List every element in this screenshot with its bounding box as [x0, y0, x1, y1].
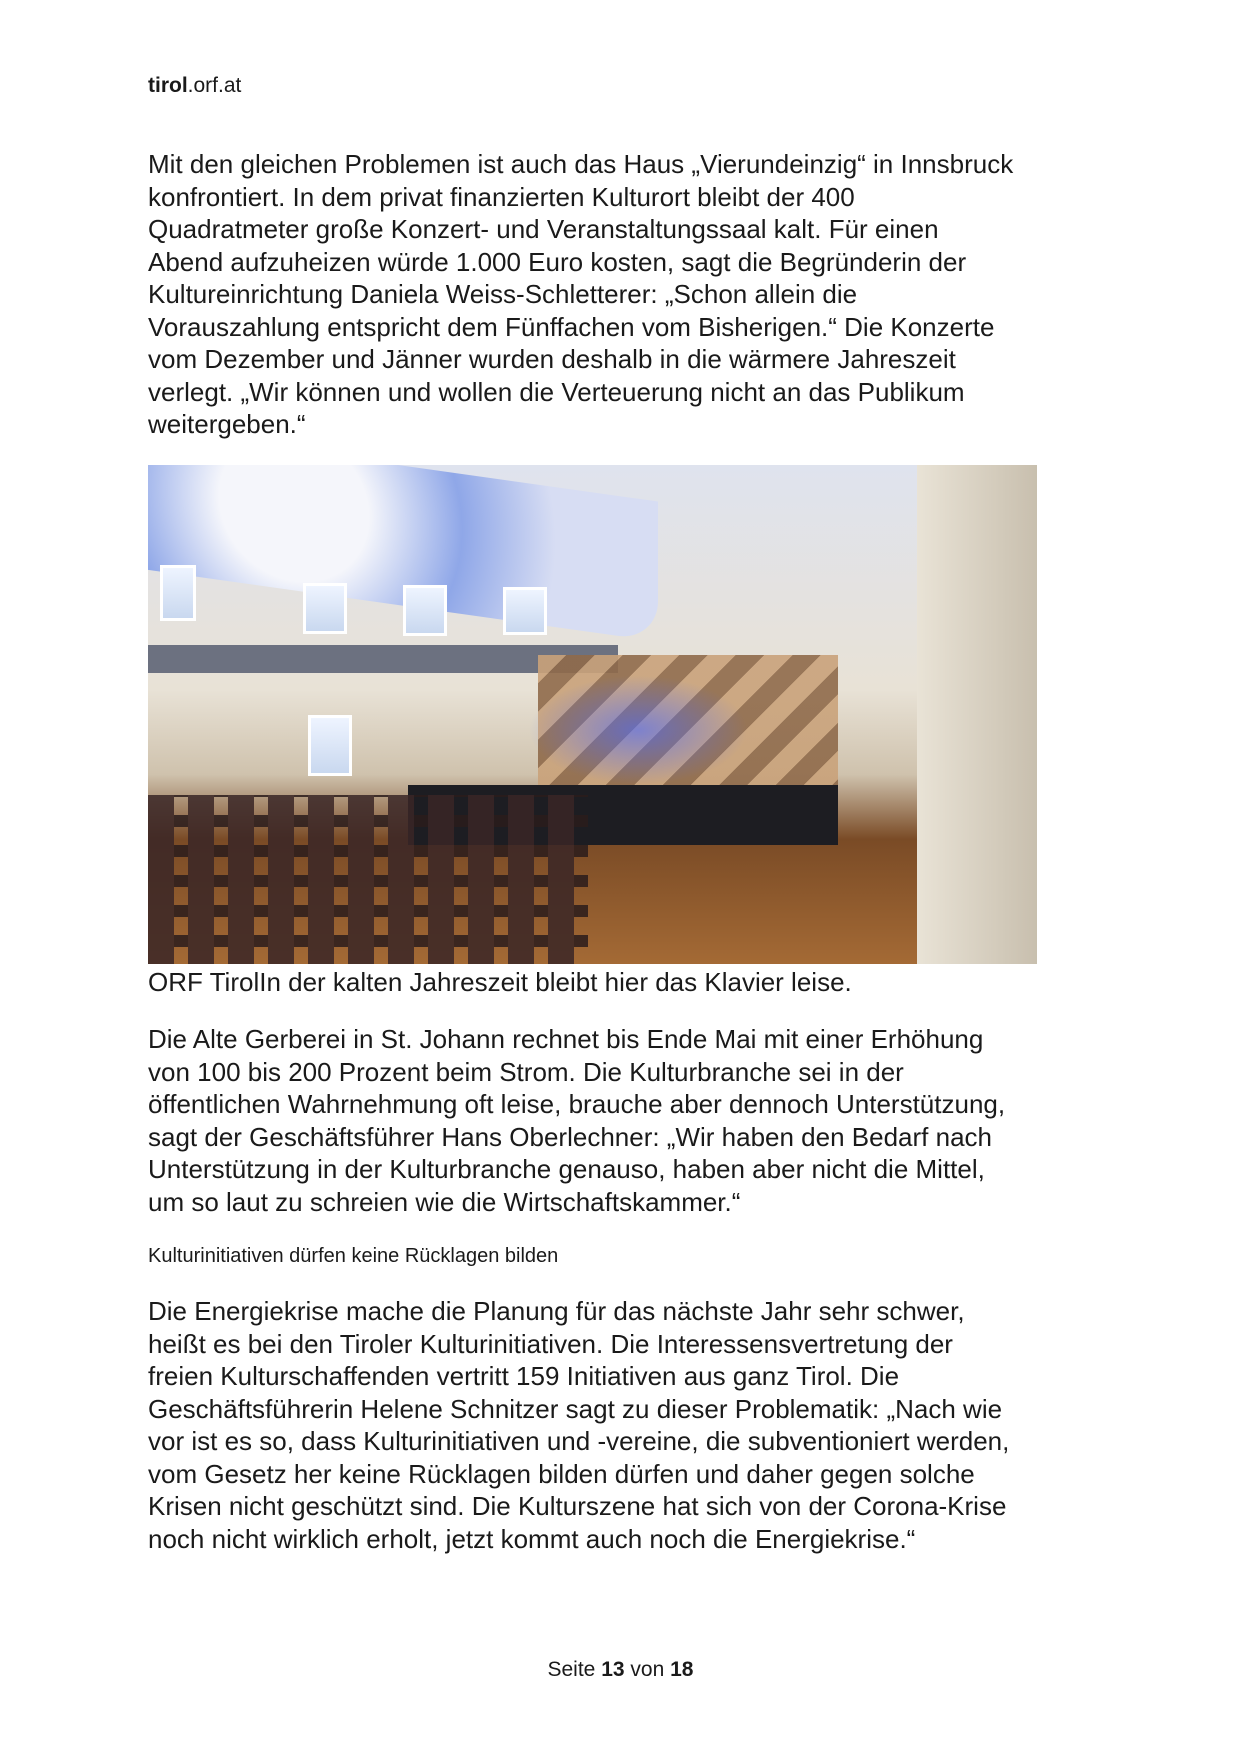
paragraph-3 [148, 1295, 1098, 1555]
site-name-bold: tirol [148, 74, 188, 97]
text-line: Mit den gleichen Problemen ist auch das Haus „Vierundeinzig“ in Innsbruck [148, 149, 1014, 179]
text-line: verlegt. „Wir können und wollen die Verteuerung nicht an das Publikum [148, 376, 965, 407]
site-name-rest: .orf.at [187, 74, 242, 97]
text-line: noch nicht wirklich erholt, jetzt kommt auch noch die Energiekrise.“ [148, 1523, 916, 1554]
window [503, 587, 547, 635]
current-page: 13 [601, 1658, 625, 1681]
window [160, 565, 196, 621]
text-line: Vorauszahlung entspricht dem Fünffachen vom Bisherigen.“ Die Konzerte [148, 311, 995, 342]
section-subheading: Kulturinitiativen dürfen keine Rücklagen bilden [148, 1245, 559, 1267]
text-line: öffentlichen Wahrnehmung oft leise, brauche aber dennoch Unterstützung, [148, 1089, 1006, 1119]
page-number [0, 1658, 1241, 1682]
text-line: Die Alte Gerberei in St. Johann rechnet bis Ende Mai mit einer Erhöhung [148, 1024, 984, 1054]
paragraph-1 [148, 148, 1098, 441]
text-line: freien Kulturschaffenden vertritt 159 Initiativen aus ganz Tirol. Die [148, 1361, 900, 1391]
text-line: um so laut zu schreien wie die Wirtschaftskammer.“ [148, 1186, 741, 1217]
chair-rows [148, 795, 588, 964]
page-prefix: Seite [547, 1658, 596, 1681]
text-line: Kultureinrichtung Daniela Weiss-Schletterer: „Schon allein die [148, 279, 858, 309]
paragraph-2 [148, 1023, 1098, 1218]
text-line: vom Gesetz her keine Rücklagen bilden dürfen und daher gegen solche [148, 1458, 975, 1489]
blue-light [528, 675, 748, 785]
text-line: Die Energiekrise mache die Planung für das nächste Jahr sehr schwer, [148, 1296, 965, 1326]
text-line: von 100 bis 200 Prozent beim Strom. Die Kulturbranche sei in der [148, 1056, 904, 1087]
text-line: Unterstützung in der Kulturbranche genauso, haben aber nicht die Mittel, [148, 1154, 985, 1184]
text-line: weitergeben.“ [148, 409, 306, 439]
concert-hall-photo [148, 465, 1037, 964]
window [308, 715, 352, 776]
text-line: Geschäftsführerin Helene Schnitzer sagt zu dieser Problematik: „Nach wie [148, 1393, 1003, 1424]
site-header [148, 74, 241, 98]
text-line: sagt der Geschäftsführer Hans Oberlechner: „Wir haben den Bedarf nach [148, 1121, 992, 1152]
text-line: konfrontiert. In dem privat finanzierten Kulturort bleibt der 400 [148, 181, 855, 212]
image-caption: ORF TirolIn der kalten Jahreszeit bleibt hier das Klavier leise. [148, 967, 852, 997]
text-line: Krisen nicht geschützt sind. Die Kulturszene hat sich von der Corona-Krise [148, 1491, 1007, 1521]
right-wall [917, 465, 1037, 964]
window [403, 585, 447, 636]
text-line: vom Dezember und Jänner wurden deshalb in die wärmere Jahreszeit [148, 344, 956, 374]
text-line: Quadratmeter große Konzert- und Veranstaltungssaal kalt. Für einen [148, 214, 939, 244]
text-line: Abend aufzuheizen würde 1.000 Euro kosten, sagt die Begründerin der [148, 246, 967, 277]
window [303, 583, 347, 634]
total-pages: 18 [670, 1658, 694, 1681]
page-of: von [630, 1658, 665, 1681]
text-line: heißt es bei den Tiroler Kulturinitiativen. Die Interessensvertretung der [148, 1328, 953, 1359]
text-line: vor ist es so, dass Kulturinitiativen und -vereine, die subventioniert werden, [148, 1426, 1010, 1456]
